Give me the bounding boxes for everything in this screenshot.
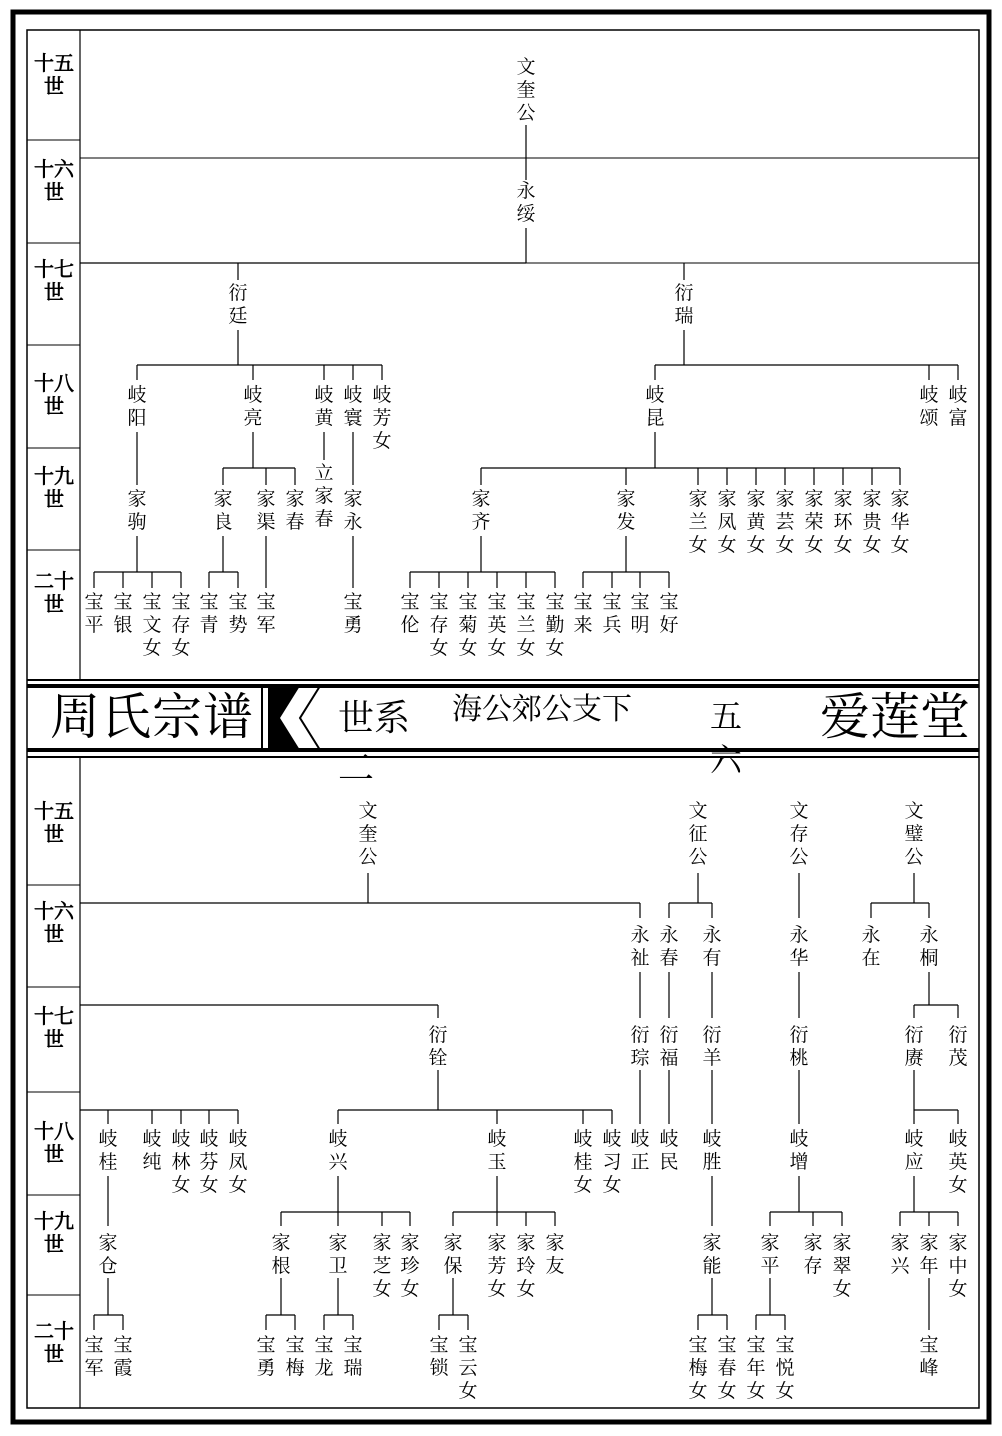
person-name: 永桐 (919, 924, 939, 969)
person-name: 衍茂 (948, 1024, 968, 1069)
person-name: 宝势 (228, 591, 248, 636)
person-name: 岐纯 (142, 1128, 162, 1173)
person-name: 家保 (443, 1232, 463, 1277)
branch-label: 海公郊公支下 (452, 692, 632, 727)
person-name: 衍琮 (630, 1024, 650, 1069)
bottom-generation-label: 十六世 (34, 899, 74, 946)
person-name: 衍铨 (428, 1024, 448, 1069)
person-name: 家芳女 (487, 1232, 507, 1300)
bottom-generation-label: 十八世 (34, 1119, 74, 1166)
person-name: 岐黄 (314, 384, 334, 429)
person-name: 家兰女 (688, 488, 708, 556)
person-name: 宝存女 (429, 591, 449, 659)
top-generation-label: 二十世 (34, 569, 74, 616)
person-name: 宝银 (113, 591, 133, 636)
person-name: 衍羊 (702, 1024, 722, 1069)
person-name: 宝年女 (746, 1334, 766, 1402)
person-name: 文璧公 (904, 800, 924, 868)
person-name: 宝瑞 (343, 1334, 363, 1379)
person-name: 宝悦女 (775, 1334, 795, 1402)
hall-name: 爱莲堂 (820, 688, 970, 746)
person-name: 衍瑞 (674, 282, 694, 327)
person-name: 岐习女 (602, 1128, 622, 1196)
person-name: 宝云女 (458, 1334, 478, 1402)
person-name: 宝军 (84, 1334, 104, 1379)
person-name: 宝菊女 (458, 591, 478, 659)
person-name: 岐兴 (328, 1128, 348, 1173)
person-name: 家发 (616, 488, 636, 533)
person-name: 宝春女 (717, 1334, 737, 1402)
person-name: 家平 (760, 1232, 780, 1277)
person-name: 岐亮 (243, 384, 263, 429)
person-name: 岐英女 (948, 1128, 968, 1196)
person-name: 家根 (271, 1232, 291, 1277)
genealogy-title: 周氏宗谱 (50, 688, 254, 746)
person-name: 家驹 (127, 488, 147, 533)
person-name: 宝龙 (314, 1334, 334, 1379)
person-name: 岐颂 (919, 384, 939, 429)
person-name: 岐桂 (98, 1128, 118, 1173)
page-number: 五六 (710, 697, 743, 779)
person-name: 家环女 (833, 488, 853, 556)
person-name: 家荣女 (804, 488, 824, 556)
person-name: 立家春 (314, 462, 334, 530)
person-name: 岐玉 (487, 1128, 507, 1173)
person-name: 宝勇 (343, 591, 363, 636)
person-name: 宝锁 (429, 1334, 449, 1379)
person-name: 宝霞 (113, 1334, 133, 1379)
person-name: 永春 (659, 924, 679, 969)
person-name: 家贵女 (862, 488, 882, 556)
person-name: 宝梅女 (688, 1334, 708, 1402)
person-name: 家永 (343, 488, 363, 533)
person-name: 宝青 (199, 591, 219, 636)
person-name: 岐凤女 (228, 1128, 248, 1196)
person-name: 宝勇 (256, 1334, 276, 1379)
person-name: 岐增 (789, 1128, 809, 1173)
person-name: 家卫 (328, 1232, 348, 1277)
person-name: 岐芳女 (372, 384, 392, 452)
top-generation-label: 十八世 (34, 371, 74, 418)
person-name: 家仓 (98, 1232, 118, 1277)
person-name: 家友 (545, 1232, 565, 1277)
person-name: 岐寰 (343, 384, 363, 429)
person-name: 文存公 (789, 800, 809, 868)
person-name: 岐林女 (171, 1128, 191, 1196)
person-name: 宝文女 (142, 591, 162, 659)
top-generation-label: 十九世 (34, 464, 74, 511)
person-name: 家兴 (890, 1232, 910, 1277)
person-name: 岐应 (904, 1128, 924, 1173)
person-name: 永在 (861, 924, 881, 969)
person-name: 永祉 (630, 924, 650, 969)
person-name: 家凤女 (717, 488, 737, 556)
person-name: 家玲女 (516, 1232, 536, 1300)
person-name: 岐民 (659, 1128, 679, 1173)
person-name: 家中女 (948, 1232, 968, 1300)
person-name: 宝英女 (487, 591, 507, 659)
person-name: 宝伦 (400, 591, 420, 636)
person-name: 家存 (803, 1232, 823, 1277)
person-name: 家春 (285, 488, 305, 533)
bottom-generation-label: 十九世 (34, 1209, 74, 1256)
person-name: 宝军 (256, 591, 276, 636)
person-name: 宝兰女 (516, 591, 536, 659)
top-generation-label: 十七世 (34, 257, 74, 304)
person-name: 家年 (919, 1232, 939, 1277)
person-name: 衍福 (659, 1024, 679, 1069)
person-name: 家良 (213, 488, 233, 533)
person-name: 家芸女 (775, 488, 795, 556)
person-name: 宝峰 (919, 1334, 939, 1379)
person-name: 宝兵 (602, 591, 622, 636)
person-name: 文征公 (688, 800, 708, 868)
top-generation-label: 十六世 (34, 157, 74, 204)
person-name: 岐正 (630, 1128, 650, 1173)
top-generation-label: 十五世 (34, 51, 74, 98)
person-name: 家渠 (256, 488, 276, 533)
person-name: 家华女 (890, 488, 910, 556)
person-name: 家能 (702, 1232, 722, 1277)
person-name: 家芝女 (372, 1232, 392, 1300)
bottom-generation-label: 二十世 (34, 1319, 74, 1366)
person-name: 宝平 (84, 591, 104, 636)
person-name: 宝存女 (171, 591, 191, 659)
person-name: 家翠女 (832, 1232, 852, 1300)
bottom-generation-label: 十五世 (34, 799, 74, 846)
person-name: 衍廷 (228, 282, 248, 327)
person-name: 文奎公 (516, 56, 536, 124)
section-label: 世系二 (338, 698, 411, 789)
person-name: 永绥 (516, 180, 536, 225)
person-name: 永有 (702, 924, 722, 969)
person-name: 岐富 (948, 384, 968, 429)
person-name: 宝好 (659, 591, 679, 636)
person-name: 家齐 (471, 488, 491, 533)
person-name: 家珍女 (400, 1232, 420, 1300)
person-name: 家黄女 (746, 488, 766, 556)
person-name: 岐芬女 (199, 1128, 219, 1196)
person-name: 岐昆 (645, 384, 665, 429)
person-name: 宝来 (573, 591, 593, 636)
person-name: 衍桃 (789, 1024, 809, 1069)
person-name: 文奎公 (358, 800, 378, 868)
person-name: 宝勤女 (545, 591, 565, 659)
person-name: 岐阳 (127, 384, 147, 429)
bottom-generation-label: 十七世 (34, 1004, 74, 1051)
person-name: 宝梅 (285, 1334, 305, 1379)
person-name: 岐桂女 (573, 1128, 593, 1196)
person-name: 岐胜 (702, 1128, 722, 1173)
person-name: 永华 (789, 924, 809, 969)
person-name: 宝明 (630, 591, 650, 636)
person-name: 衍赓 (904, 1024, 924, 1069)
